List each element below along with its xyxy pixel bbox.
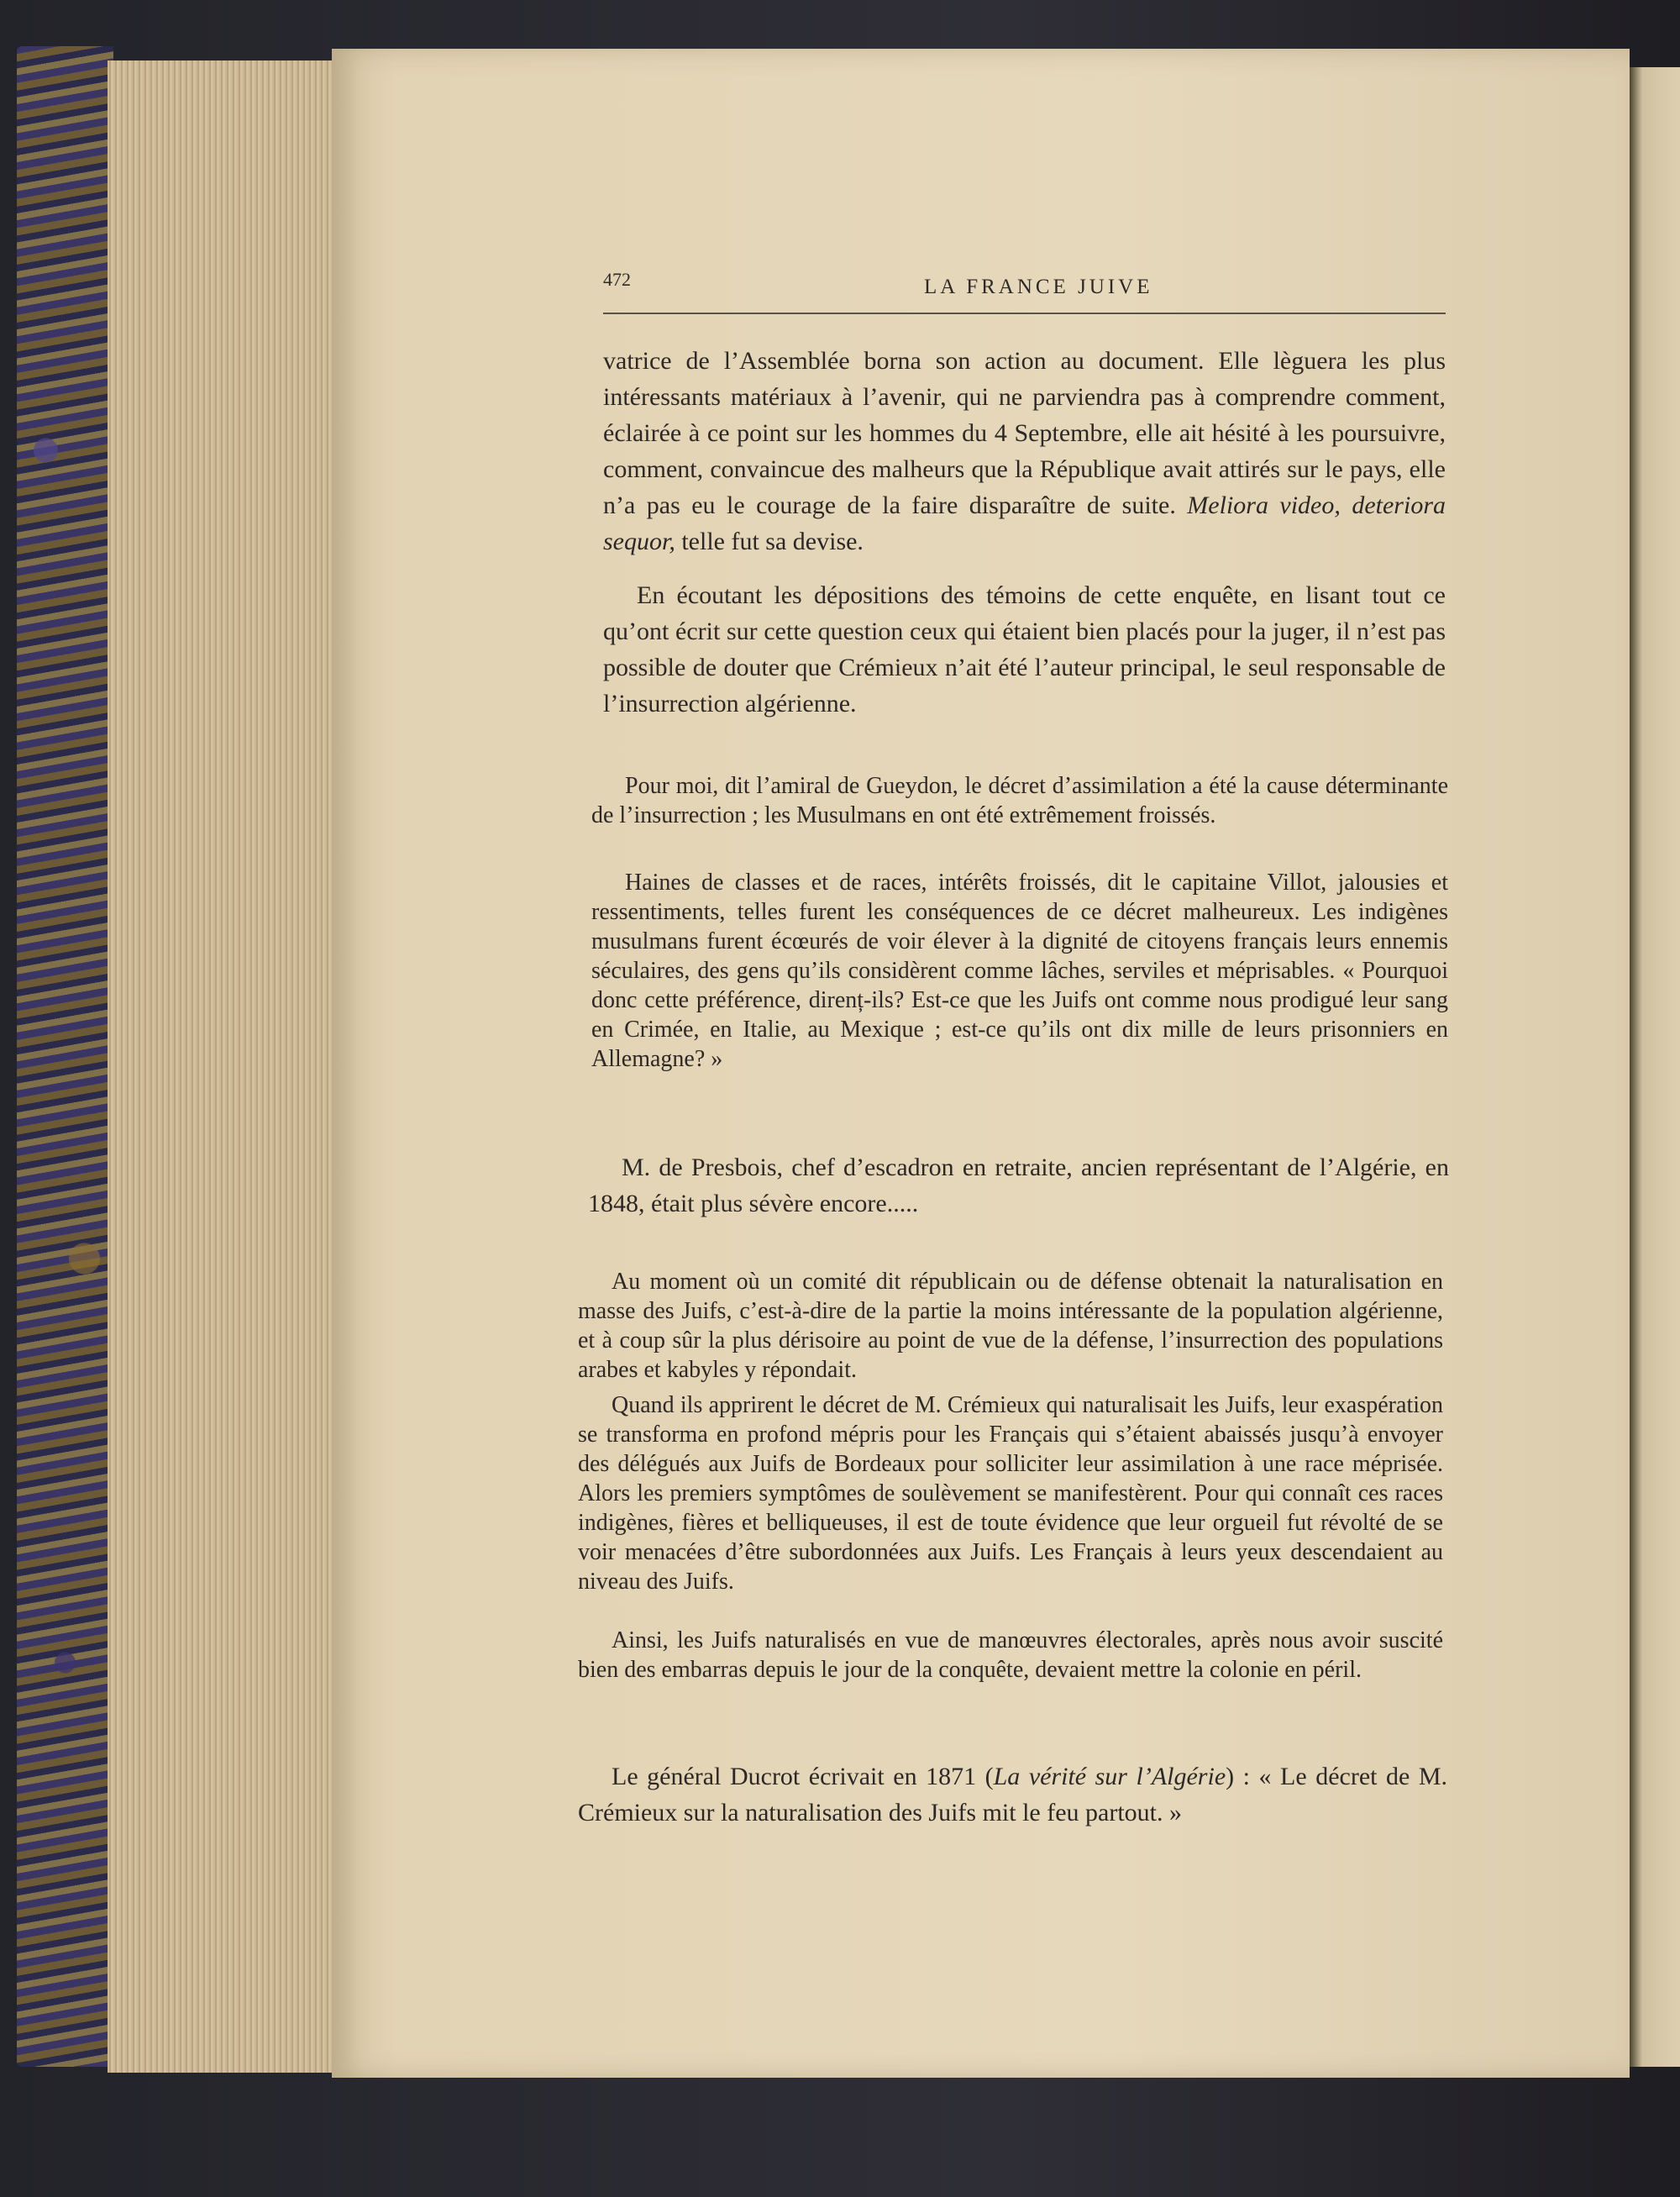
quote-presbois-1-text: Au moment où un comité dit républicain ou de défense obtenait la naturalisation en masse des Juifs, c’est-à-dire de la partie la moins intéressante de la population algérienne, et à coup sûr la plus dérisoire au point de vue de la défense, l’insurrection des populations arabes et kabyles y répondait. bbox=[578, 1269, 1443, 1383]
paragraph-3 bbox=[588, 1149, 1449, 1222]
paragraph-1-text: vatrice de l’Assemblée borna son action au document. Elle lèguera les plus intéressants matériaux à l’avenir, qui ne parviendra pas à comprendre comment, éclairée à ce point sur les hommes du 4 Septembre, elle ait hésité à les poursuivre, comment, convaincue des malheurs que la République avait attirés sur le pays, elle n’a pas eu le courage de la faire disparaître de suite. bbox=[603, 347, 1446, 519]
quote-presbois-2-text: Quand ils apprirent le décret de M. Crémieux qui naturalisait les Juifs, leur exaspération se transforma en profond mépris pour les Français qui s’étaient abaissés jusqu’à envoyer des délégués aux Juifs de Bordeaux pour solliciter leur assimilation à une race méprisée. Alors les premiers symptômes de soulèvement se manifestèrent. Pour qui connaît ces races indigènes, fières et belliqueuses, il est de toute évidence que leur orgueil fut révolté de se voir menacées d’être subordonnées aux Juifs. Les Français à leurs yeux descendaient au niveau des Juifs. bbox=[578, 1392, 1443, 1595]
quote-presbois-3 bbox=[578, 1626, 1443, 1685]
paragraph-2-text: En écoutant les dépositions des témoins de cette enquête, en lisant tout ce qu’ont écrit sur cette question ceux qui étaient bien placés pour la juger, il n’est pas possible de douter que Crémieux n’ait été l’auteur principal, le seul responsable de l’insurrection algérienne. bbox=[603, 581, 1446, 717]
header-rule bbox=[603, 313, 1446, 314]
paragraph-4 bbox=[578, 1758, 1447, 1831]
quote-villot bbox=[591, 868, 1448, 1074]
quote-gueydon bbox=[591, 771, 1448, 830]
marbled-book-cover bbox=[17, 46, 113, 2067]
paragraph-3-text: M. de Presbois, chef d’escadron en retraite, ancien représentant de l’Algérie, en 1848, était plus sévère encore..... bbox=[588, 1154, 1449, 1217]
paragraph-4-text: Le général Ducrot écrivait en 1871 ( bbox=[612, 1763, 994, 1790]
quote-villot-text: Haines de classes et de races, intérêts froissés, dit le capitaine Villot, jalousies et ressentiments, telles furent les conséquences de ce décret malheureux. Les indigènes musulmans furent écœurés de voir élever à la dignité de citoyens français leurs ennemis séculaires, des gens qu’ils considèrent comme lâches, serviles et méprisables. « Pourquoi donc cette préférence, direnț-ils? Est-ce que les Juifs ont comme nous prodigué leur sang en Crimée, en Italie, au Mexique ; est-ce qu’ils ont dix mille de leurs prisonniers en Allemagne? » bbox=[591, 870, 1448, 1072]
page-number: 472 bbox=[603, 269, 631, 290]
paragraph-1-end: telle fut sa devise. bbox=[681, 528, 864, 555]
paragraph-4-end: ) : « Le décret de M. Crémieux sur la naturalisation des Juifs mit le feu partout. » bbox=[578, 1763, 1448, 1826]
quote-presbois-2 bbox=[578, 1390, 1443, 1596]
cited-work-title: La vérité sur l’Algérie bbox=[993, 1763, 1226, 1790]
quote-presbois-1 bbox=[578, 1267, 1443, 1385]
quote-presbois-3-text: Ainsi, les Juifs naturalisés en vue de manœuvres électorales, après nous avoir suscité bien des embarras depuis le jour de la conquête, devaient mettre la colonie en péril. bbox=[578, 1627, 1443, 1683]
running-title: LA FRANCE JUIVE bbox=[924, 276, 1153, 298]
paragraph-1 bbox=[603, 343, 1446, 560]
paragraph-2 bbox=[603, 577, 1446, 722]
latin-motto: Meliora video, deteriora sequor, bbox=[603, 491, 1446, 555]
quote-gueydon-text: Pour moi, dit l’amiral de Gueydon, le décret d’assimilation a été la cause déterminante de l’insurrection ; les Musulmans en ont été extrêmement froissés. bbox=[591, 773, 1448, 828]
page-edges bbox=[108, 60, 335, 2073]
facing-page-edge bbox=[1630, 67, 1680, 2067]
